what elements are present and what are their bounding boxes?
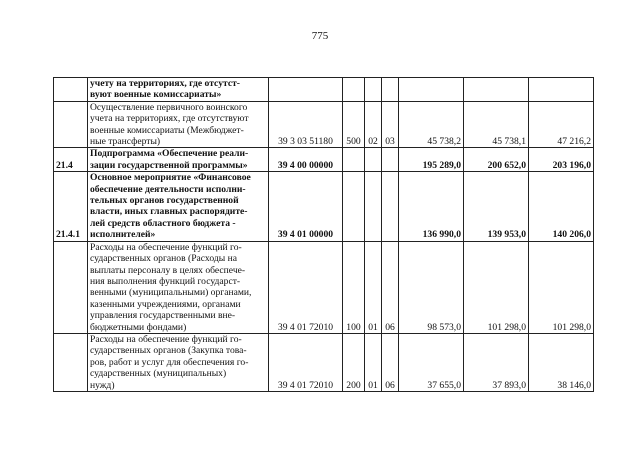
row-name-line: зации государственной программы» xyxy=(90,159,248,171)
row-number-cell xyxy=(54,241,88,333)
row-name-line: управления государственными вне- xyxy=(90,310,236,322)
row-name-cell xyxy=(88,78,269,102)
row-name-line: власти, иных главных распорядите- xyxy=(90,206,248,218)
amount-year-2-cell: 101 298,0 xyxy=(464,241,529,333)
row-name-line: исполнителей» xyxy=(90,229,156,241)
amount-year-1-cell: 195 289,0 xyxy=(399,148,464,172)
table-row xyxy=(54,101,594,148)
amount-year-3-cell: 38 146,0 xyxy=(529,333,594,391)
amount-year-3-cell xyxy=(529,78,594,102)
amount-year-2-cell: 45 738,1 xyxy=(464,101,529,148)
amount-year-2-cell: 139 953,0 xyxy=(464,172,529,241)
budget-table-body xyxy=(54,78,594,392)
amount-year-1-cell: 45 738,2 xyxy=(399,101,464,148)
row-name-line: Расходы на обеспечение функций го- xyxy=(90,333,242,345)
expense-type-cell xyxy=(343,78,365,102)
row-name-line: обеспечение деятельности исполни- xyxy=(90,183,246,195)
row-name-cell xyxy=(88,148,269,172)
row-name-line: вуют военные комиссариаты» xyxy=(90,89,222,101)
subsection-cell xyxy=(382,148,399,172)
section-cell: 01 xyxy=(365,333,382,391)
subsection-cell xyxy=(382,78,399,102)
row-name-line: казенными учреждениями, органами xyxy=(90,298,241,310)
row-name-cell xyxy=(88,333,269,391)
amount-year-3-cell: 140 206,0 xyxy=(529,172,594,241)
row-name-cell xyxy=(88,241,269,333)
row-name-cell xyxy=(88,172,269,241)
subsection-cell: 03 xyxy=(382,101,399,148)
row-number-cell: 21.4.1 xyxy=(54,172,88,241)
section-cell: 02 xyxy=(365,101,382,148)
row-name-line: учету на территориях, где отсутст- xyxy=(90,78,240,89)
row-name-line: учета на территориях, где отсутствуют xyxy=(90,113,249,125)
table-row xyxy=(54,172,594,241)
row-name-line: ния выполнения функций государст- xyxy=(90,275,241,287)
budget-table xyxy=(53,77,594,392)
row-name-line: Расходы на обеспечение функций го- xyxy=(90,241,242,253)
row-name-line: лей средств областного бюджета - xyxy=(90,217,236,229)
row-name-line: бюджетными фондами) xyxy=(90,321,187,333)
amount-year-3-cell: 203 196,0 xyxy=(529,148,594,172)
row-number-cell xyxy=(54,78,88,102)
row-name-line: сударственных органов (Закупка това- xyxy=(90,345,247,357)
amount-year-3-cell: 47 216,2 xyxy=(529,101,594,148)
row-name-line: венными (муниципальными) органами, xyxy=(90,287,252,299)
expense-type-cell: 100 xyxy=(343,241,365,333)
row-name-line: сударственных (муниципальных) xyxy=(90,368,227,380)
target-code-cell: 39 4 00 00000 xyxy=(269,148,343,172)
section-cell xyxy=(365,148,382,172)
amount-year-2-cell: 37 893,0 xyxy=(464,333,529,391)
target-code-cell: 39 4 01 72010 xyxy=(269,333,343,391)
amount-year-1-cell: 136 990,0 xyxy=(399,172,464,241)
subsection-cell xyxy=(382,172,399,241)
row-name-line: выплаты персоналу в целях обеспече- xyxy=(90,264,246,276)
row-name-line: ров, работ и услуг для обеспечения го- xyxy=(90,356,249,368)
row-name-line: военные комиссариаты (Межбюджет- xyxy=(90,124,244,136)
amount-year-1-cell xyxy=(399,78,464,102)
row-number-cell: 21.4 xyxy=(54,148,88,172)
section-cell: 01 xyxy=(365,241,382,333)
subsection-cell: 06 xyxy=(382,241,399,333)
row-name-line: ные трансферты) xyxy=(90,136,161,148)
table-row xyxy=(54,78,594,102)
table-row xyxy=(54,241,594,333)
expense-type-cell: 500 xyxy=(343,101,365,148)
page-number: 775 xyxy=(311,30,329,42)
target-code-cell: 39 3 03 51180 xyxy=(269,101,343,148)
table-row xyxy=(54,333,594,391)
section-cell xyxy=(365,78,382,102)
subsection-cell: 06 xyxy=(382,333,399,391)
target-code-cell xyxy=(269,78,343,102)
section-cell xyxy=(365,172,382,241)
amount-year-1-cell: 98 573,0 xyxy=(399,241,464,333)
table-row xyxy=(54,148,594,172)
row-name-line: Осуществление первичного воинского xyxy=(90,101,248,113)
expense-type-cell xyxy=(343,148,365,172)
amount-year-2-cell: 200 652,0 xyxy=(464,148,529,172)
amount-year-1-cell: 37 655,0 xyxy=(399,333,464,391)
expense-type-cell: 200 xyxy=(343,333,365,391)
row-name-line: Основное мероприятие «Финансовое xyxy=(90,172,251,184)
row-name-line: нужд) xyxy=(90,379,115,391)
target-code-cell: 39 4 01 72010 xyxy=(269,241,343,333)
row-name-line: тельных органов государственной xyxy=(90,195,239,207)
row-number-cell xyxy=(54,333,88,391)
row-number-cell xyxy=(54,101,88,148)
target-code-cell: 39 4 01 00000 xyxy=(269,172,343,241)
row-name-cell xyxy=(88,101,269,148)
amount-year-2-cell xyxy=(464,78,529,102)
expense-type-cell xyxy=(343,172,365,241)
row-name-line: сударственных органов (Расходы на xyxy=(90,253,237,265)
row-name-line: Подпрограмма «Обеспечение реали- xyxy=(90,148,249,160)
amount-year-3-cell: 101 298,0 xyxy=(529,241,594,333)
